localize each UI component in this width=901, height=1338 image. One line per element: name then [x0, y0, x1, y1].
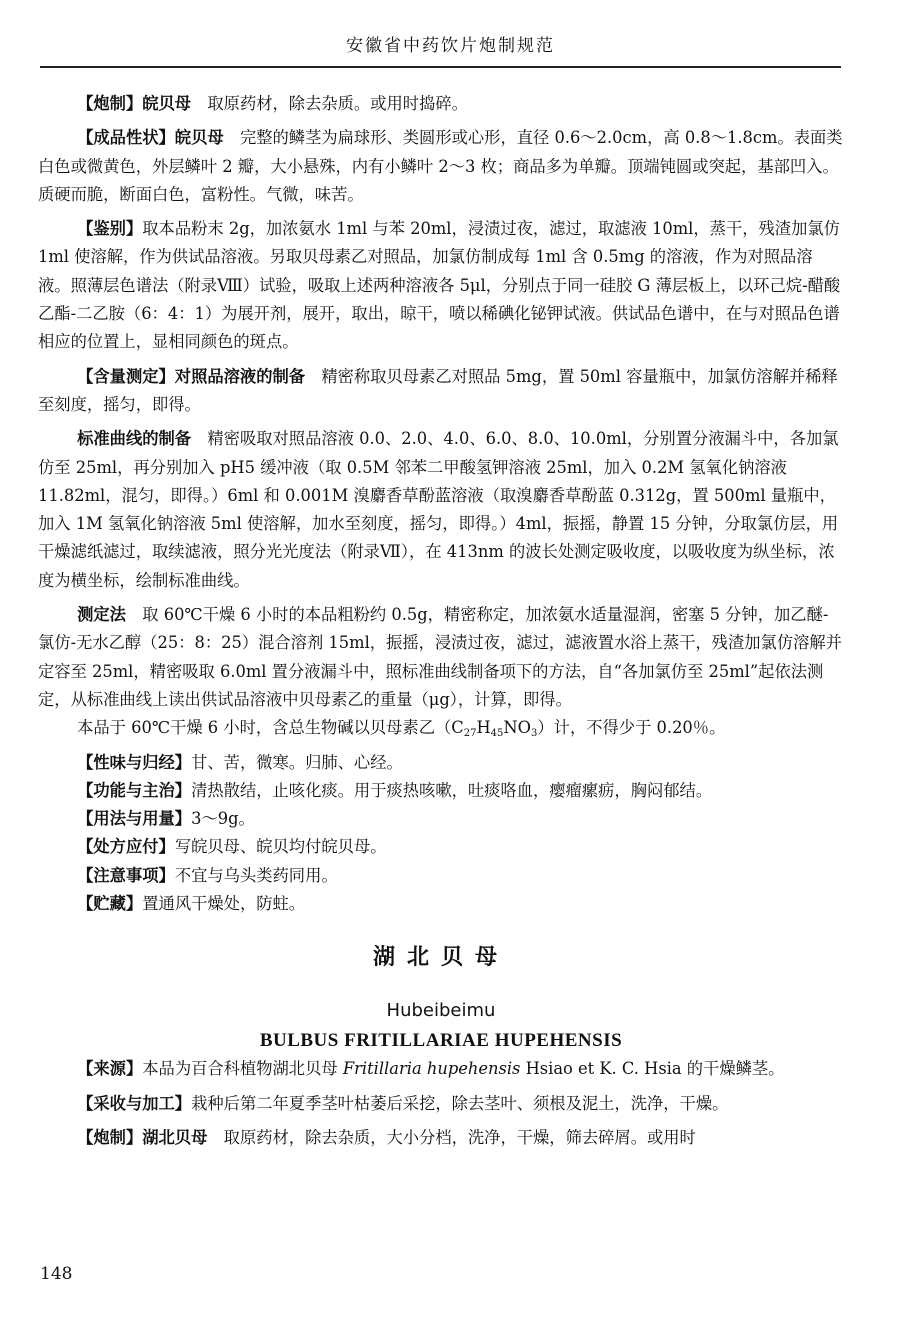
- species-name: Fritillaria hupehensis: [342, 1059, 521, 1079]
- body-text: [38, 90, 844, 1152]
- paragraph-processing-hubei: [38, 1124, 844, 1152]
- text-processing-hubei: 取原药材，除去杂质，大小分档，洗净，干燥，筛去碎屑。或用时: [207, 1127, 696, 1147]
- label-product-traits: 【成品性状】皖贝母: [77, 128, 224, 148]
- label-prescription: 【处方应付】: [77, 837, 175, 857]
- paragraph-standard-curve: [38, 425, 844, 595]
- label-harvest: 【采收与加工】: [77, 1093, 192, 1113]
- label-source: 【来源】: [77, 1059, 143, 1079]
- text-source-a: 本品为百合科植物湖北贝母: [142, 1059, 343, 1079]
- label-method: 测定法: [77, 605, 126, 625]
- paragraph-prescription: [38, 833, 844, 861]
- label-nature: 【性味与归经】: [77, 752, 192, 772]
- text-prescription: 写皖贝母、皖贝均付皖贝母。: [174, 837, 387, 857]
- label-standard-curve: 标准曲线的制备: [77, 429, 192, 449]
- paragraph-function: [38, 777, 844, 805]
- text-harvest: 栽种后第二年夏季茎叶枯萎后采挖，除去茎叶、须根及泥土，洗净，干燥。: [191, 1093, 729, 1113]
- text-nature: 甘、苦，微寒。归肺、心经。: [191, 752, 403, 772]
- paragraph-dosage: [38, 805, 844, 833]
- section-latin-name: BULBUS FRITILLARIAE HUPEHENSIS: [259, 1029, 623, 1051]
- text-method: 取 60℃干燥 6 小时的本品粗粉约 0.5g，精密称定，加浓氨水适量湿润，密塞 5 分钟，加乙醚-氯仿-无水乙醇（25：8：25）混合溶剂 15ml，振摇，浸渍过夜，滤过，滤液置水浴上蒸干，残渣加氯仿溶解并定容至 25ml，精密吸取 6.0ml 置分液漏斗中，照标准曲线制备项下的方法，自“各加氯仿至 25ml”起依法测定，从标准曲线上读出供试品溶液中贝母素乙的重量（μg），计算，即得。: [38, 605, 842, 709]
- paragraph-assay-reference: [38, 363, 844, 420]
- paragraph-product-traits: [38, 124, 844, 209]
- label-processing-hubei: 【炮制】湖北贝母: [77, 1127, 208, 1147]
- paragraph-processing: [38, 90, 844, 118]
- text-product-traits: 完整的鳞茎为扁球形、类圆形或心形，直径 0.6～2.0cm，高 0.8～1.8cm。表面类白色或微黄色，外层鳞叶 2 瓣，大小悬殊，内有小鳞叶 2～3 枚；商品多为单瓣。顶端钝圆或突起，基部凹入。质硬而脆，断面白色，富粉性。气微，味苦。: [38, 128, 843, 204]
- limit-text-c: NO: [503, 718, 532, 738]
- paragraph-storage: [38, 890, 844, 918]
- paragraph-identification: [38, 215, 844, 356]
- paragraph-source: [38, 1055, 844, 1083]
- section-title: 湖北贝母: [372, 945, 509, 971]
- formula-sub-3: 3: [531, 728, 538, 740]
- paragraph-nature: [38, 749, 844, 777]
- label-dosage: 【用法与用量】: [77, 809, 192, 829]
- label-assay-reference: 【含量测定】对照品溶液的制备: [77, 366, 306, 386]
- running-header: 安徽省中药饮片炮制规范: [346, 36, 555, 56]
- paragraph-cautions: [38, 862, 844, 890]
- header-rule: [40, 66, 841, 68]
- text-source-b: Hsiao et K. C. Hsia 的干燥鳞茎。: [520, 1059, 785, 1079]
- section-pinyin: Hubeibeimu: [386, 999, 496, 1021]
- paragraph-content-limit: [38, 714, 844, 748]
- label-identification: 【鉴别】: [77, 219, 143, 239]
- text-cautions: 不宜与乌头类药同用。: [174, 865, 338, 885]
- label-processing: 【炮制】皖贝母: [77, 94, 192, 113]
- text-dosage: 3～9g。: [191, 809, 255, 829]
- limit-text-a: 本品于 60℃干燥 6 小时，含总生物碱以贝母素乙（C: [77, 718, 464, 738]
- formula-sub-1: 27: [463, 728, 477, 740]
- text-standard-curve: 精密吸取对照品溶液 0.0、2.0、4.0、6.0、8.0、10.0ml，分别置分液漏斗中，各加氯仿至 25ml，再分别加入 pH5 缓冲液（取 0.5M 邻苯二甲酸氢钾溶液 25ml，加入 0.2M 氢氧化钠溶液 11.82ml，混匀，即得。）6ml 和 0.001M 溴麝香草酚蓝溶液（取溴麝香草酚蓝 0.312g，置 500ml 量瓶中，加入 1M 氢氧化钠溶液 5ml 使溶解，加水至刻度，摇匀，即得。）4ml，振摇，静置 15 分钟，分取氯仿层，用干燥滤纸滤过，取续滤液，照分光光度法（附录Ⅶ），在 413nm 的波长处测定吸收度，以吸收度为纵坐标，浓度为横坐标，绘制标准曲线。: [38, 429, 839, 590]
- label-cautions: 【注意事项】: [77, 865, 175, 885]
- text-identification: 取本品粉末 2g，加浓氨水 1ml 与苯 20ml，浸渍过夜，滤过，取滤液 10ml，蒸干，残渣加氯仿 1ml 使溶解，作为供试品溶液。另取贝母素乙对照品，加氯仿制成每 1ml 含 0.5mg 的溶液，作为对照品溶液。照薄层色谱法（附录Ⅷ）试验，吸取上述两种溶液各 5μl，分别点于同一硅胶 G 薄层板上，以环己烷-醋酸乙酯-二乙胺（6：4：1）为展开剂，展开，取出，晾干，喷以稀碘化铋钾试液。供试品色谱中，在与对照品色谱相应的位置上，显相同颜色的斑点。: [38, 219, 841, 352]
- page-number: 148: [40, 1264, 73, 1284]
- limit-text-b: H: [476, 718, 491, 738]
- text-processing: 取原药材，除去杂质。或用时捣碎。: [191, 94, 468, 113]
- formula-sub-2: 45: [490, 728, 504, 740]
- text-storage: 置通风干燥处，防蛀。: [142, 894, 306, 914]
- label-storage: 【贮藏】: [77, 894, 143, 914]
- text-assay-reference: 精密称取贝母素乙对照品 5mg，置 50ml 容量瓶中，加氯仿溶解并稀释至刻度，摇匀，即得。: [38, 366, 838, 414]
- paragraph-harvest: [38, 1090, 844, 1118]
- label-function: 【功能与主治】: [77, 780, 192, 800]
- paragraph-method: [38, 601, 844, 714]
- limit-text-d: ）计，不得少于 0.20％。: [537, 718, 726, 738]
- text-function: 清热散结，止咳化痰。用于痰热咳嗽，吐痰咯血，瘿瘤瘰疬，胸闷郁结。: [191, 780, 713, 800]
